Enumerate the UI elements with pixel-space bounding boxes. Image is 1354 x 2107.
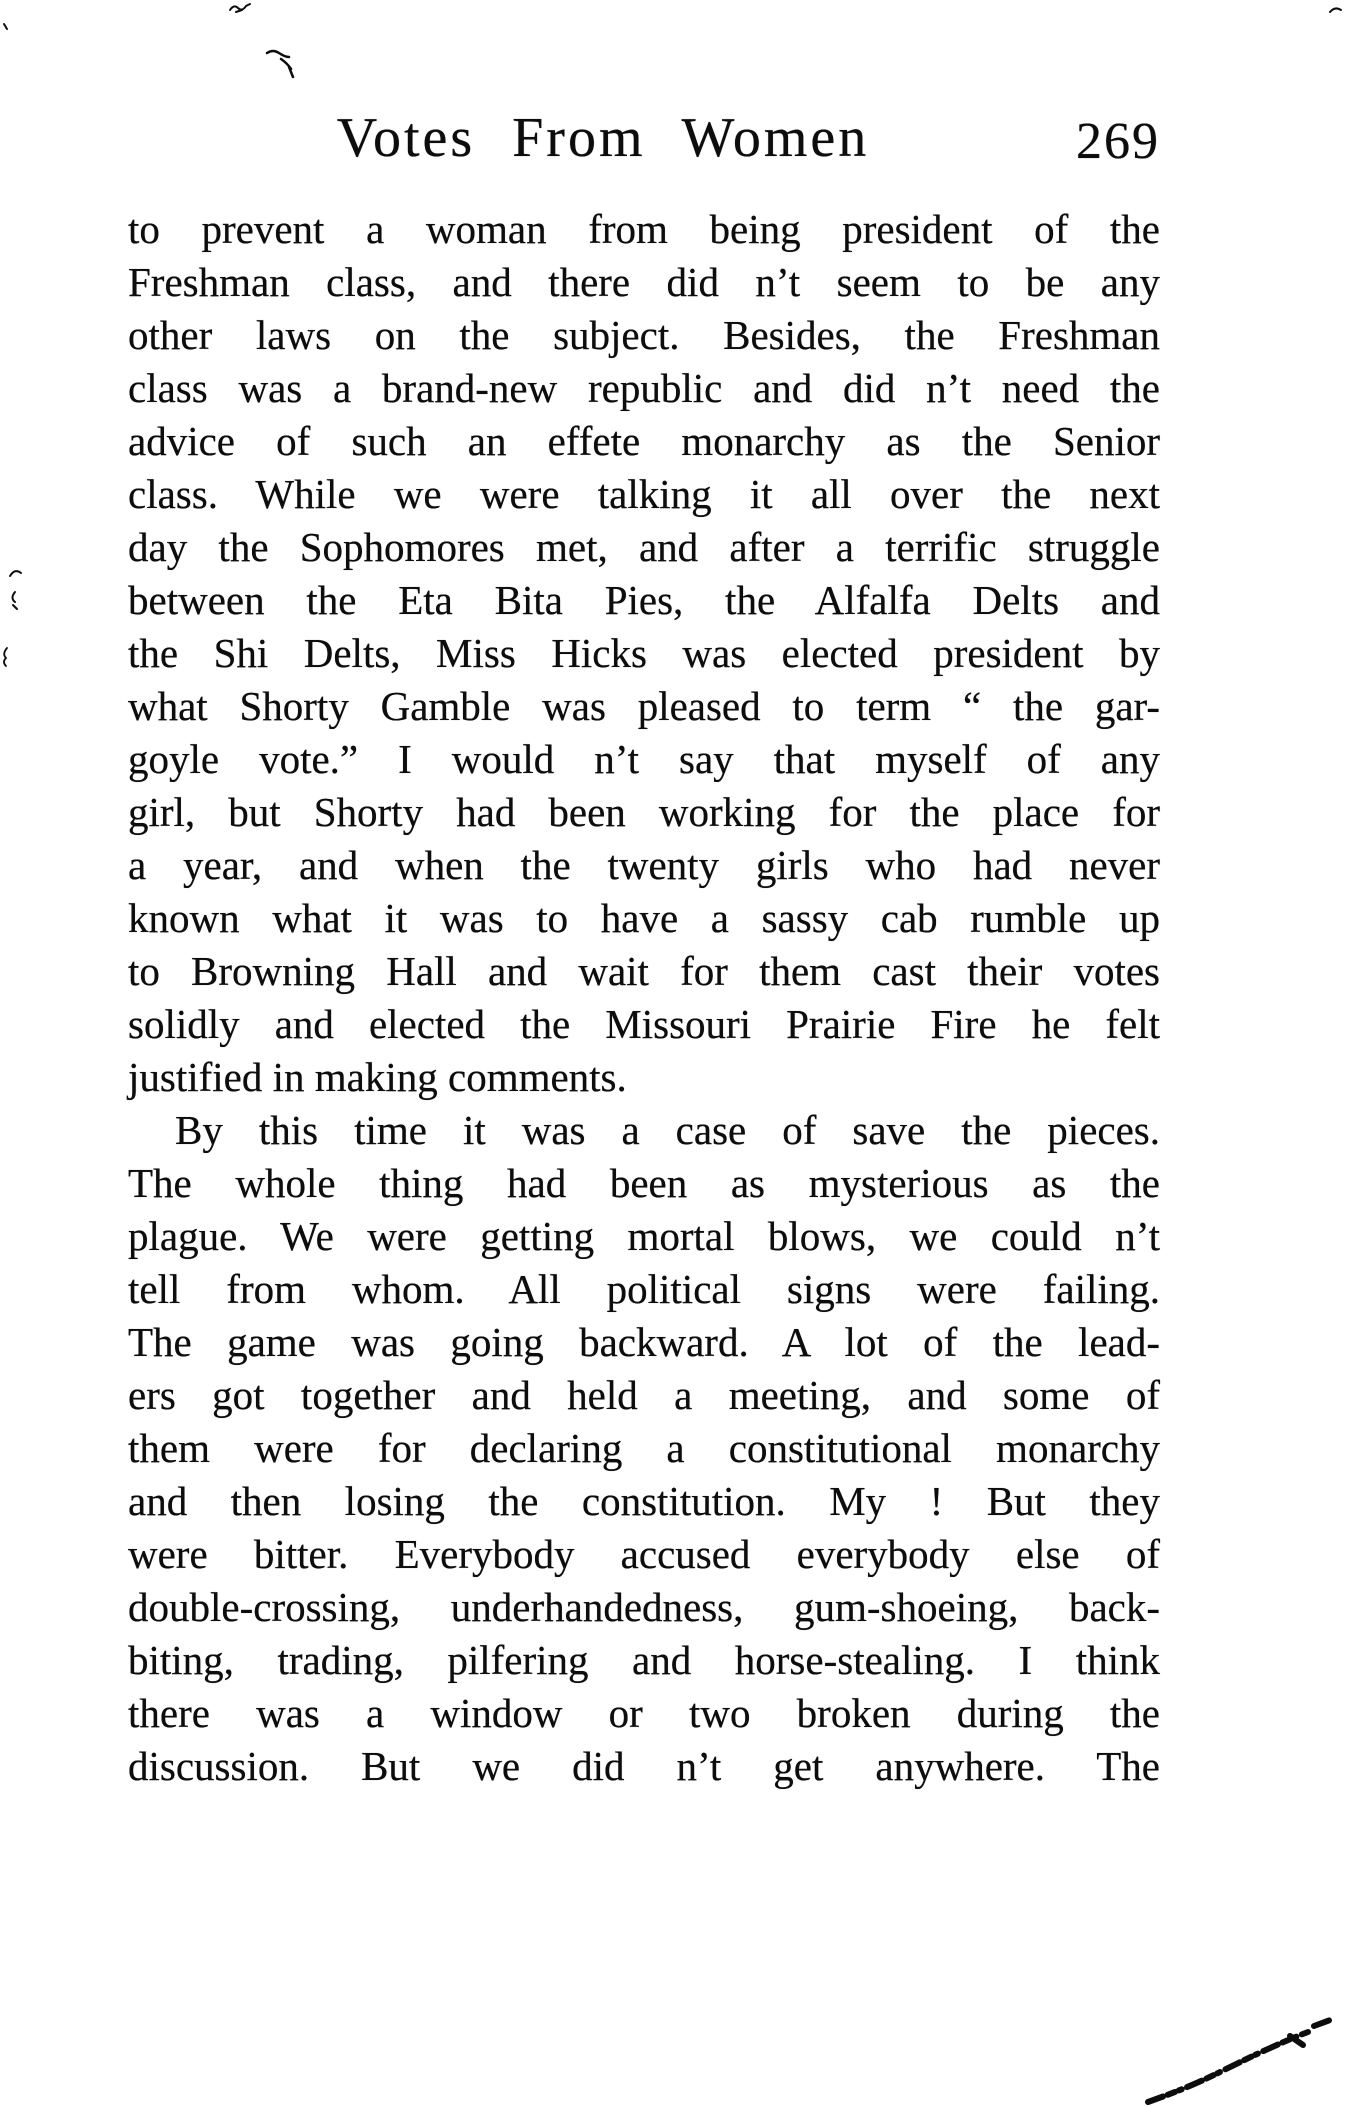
text-line: biting, trading, pilfering and horse-stealing. I think [128, 1637, 1160, 1683]
ink-speck-margin-3 [0, 646, 10, 668]
text-line: a year, and when the twenty girls who had never [128, 842, 1160, 888]
page-title: Votes From Women [336, 107, 870, 169]
text-line: The whole thing had been as mysterious as the [128, 1160, 1160, 1206]
text-line: were bitter. Everybody accused everybody else of [128, 1531, 1160, 1577]
text-line: known what it was to have a sassy cab rumble up [128, 895, 1160, 941]
text-line: The game was going backward. A lot of the lead- [128, 1319, 1160, 1365]
text-line: day the Sophomores met, and after a terrific struggle [128, 524, 1160, 570]
running-header [128, 107, 1160, 170]
text-line: what Shorty Gamble was pleased to term “ the gar- [128, 683, 1160, 729]
ink-speck-top-left-large [263, 47, 297, 81]
text-line: class was a brand-new republic and did n’t need the [128, 365, 1160, 411]
text-line: other laws on the subject. Besides, the Freshman [128, 312, 1160, 358]
page-number: 269 [1076, 113, 1160, 170]
text-line: goyle vote.” I would n’t say that myself of any [128, 736, 1160, 782]
text-line: By this time it was a case of save the pieces. [175, 1107, 1160, 1153]
text-line: them were for declaring a constitutional monarchy [128, 1425, 1160, 1471]
text-line: and then losing the constitution. My ! But they [128, 1478, 1160, 1524]
text-line: the Shi Delts, Miss Hicks was elected president by [128, 630, 1160, 676]
text-line: Freshman class, and there did n’t seem to be any [128, 259, 1160, 305]
ink-speck-margin-2 [6, 590, 20, 612]
ink-speck-left-edge-dot [2, 22, 10, 32]
text-line: plague. We were getting mortal blows, we could n’t [128, 1213, 1160, 1259]
text-line: to Browning Hall and wait for them cast their votes [128, 948, 1160, 994]
text-line: to prevent a woman from being president of the [128, 206, 1160, 252]
text-line: class. While we were talking it all over the next [128, 471, 1160, 517]
text-line: girl, but Shorty had been working for the place for [128, 789, 1160, 835]
ink-scribble-bottom-right [1140, 2008, 1344, 2106]
text-line: justified in making comments. [128, 1054, 627, 1100]
body-text [128, 203, 1160, 1793]
text-line: discussion. But we did n’t get anywhere. The [128, 1743, 1160, 1789]
text-line: double-crossing, underhandedness, gum-shoeing, back- [128, 1584, 1160, 1630]
text-line: there was a window or two broken during the [128, 1690, 1160, 1736]
ink-speck-top-right [1328, 4, 1344, 16]
text-line: solidly and elected the Missouri Prairie Fire he felt [128, 1001, 1160, 1047]
text-line: between the Eta Bita Pies, the Alfalfa Delts and [128, 577, 1160, 623]
ink-speck-top-left-small [228, 0, 252, 16]
ink-speck-margin-1 [8, 566, 24, 582]
text-line: advice of such an effete monarchy as the Senior [128, 418, 1160, 464]
text-line: tell from whom. All political signs were failing. [128, 1266, 1160, 1312]
text-line: ers got together and held a meeting, and some of [128, 1372, 1160, 1418]
